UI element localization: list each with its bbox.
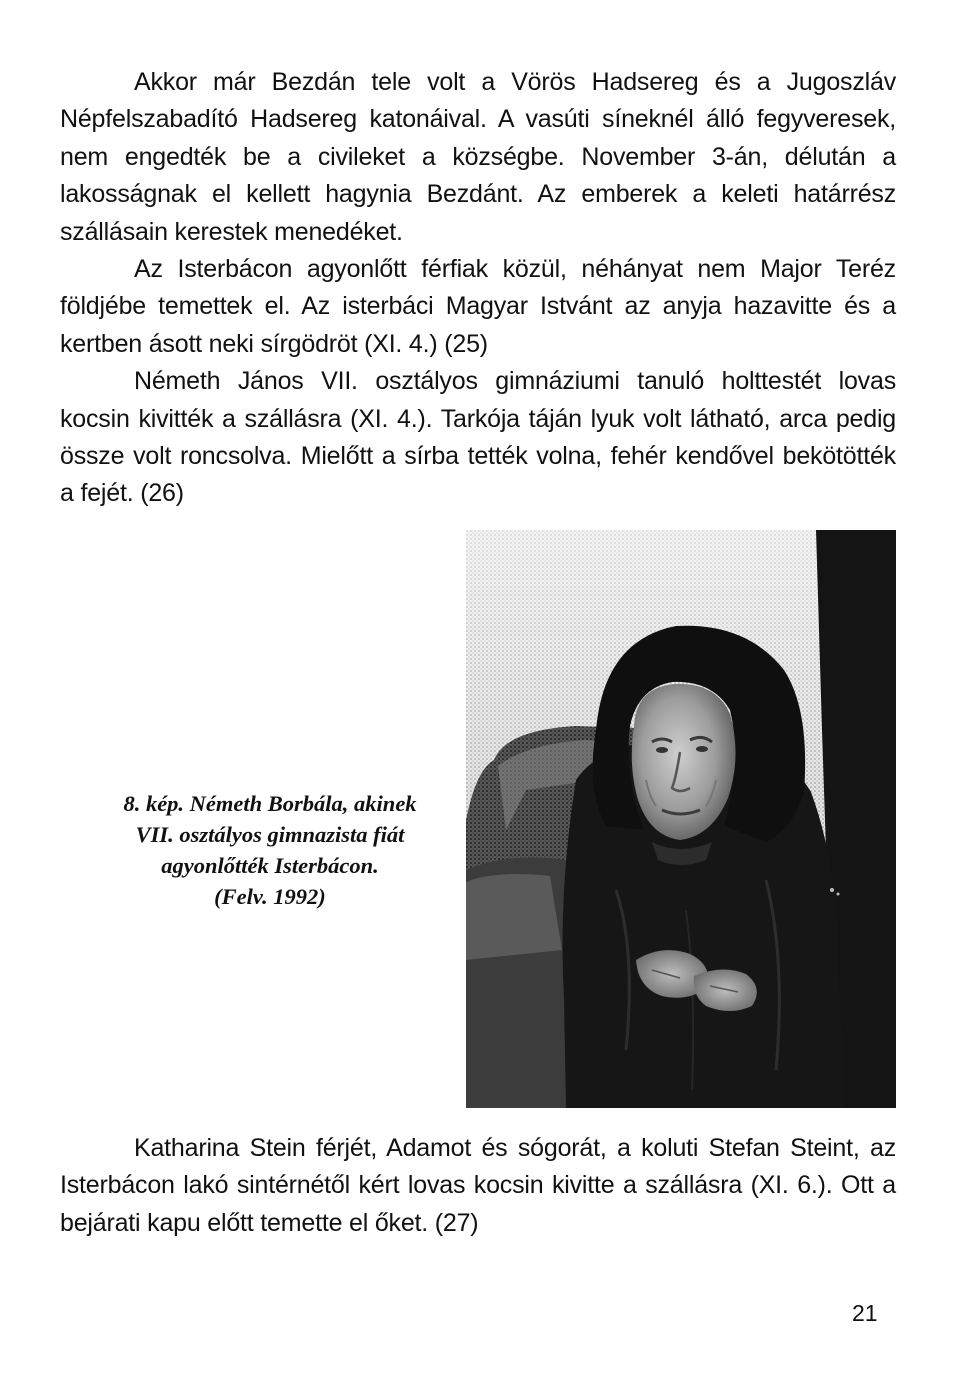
body-text-top [60, 64, 896, 513]
page-number: 21 [852, 1300, 878, 1326]
body-text-bottom [60, 1130, 896, 1242]
caption-line-2: VII. osztályos gimnazista fiát [135, 822, 405, 847]
portrait-photo [466, 530, 896, 1108]
caption-line-1: 8. kép. Németh Borbála, akinek [123, 791, 417, 816]
photo-caption [80, 788, 460, 912]
caption-line-3: agyonlőtték Isterbácon. [161, 853, 379, 878]
paragraph-2: Az Isterbácon agyonlőtt férfiak közül, néhányat nem Major Teréz földjébe temettek el. Az isterbáci Magyar Istvánt az anyja hazavitte és a kertben ásott neki sírgödröt (XI. 4.) (25) [60, 255, 896, 358]
paragraph-3: Németh János VII. osztályos gimnáziumi tanuló holttestét lovas kocsin kivitték a szállásra (XI. 4.). Tarkója táján lyuk volt látható, arca pedig össze volt roncsolva. Mielőtt a sírba tették volna, fehér kendővel bekötötték a fejét. (26) [60, 367, 896, 508]
paragraph-1: Akkor már Bezdán tele volt a Vörös Hadsereg és a Jugoszláv Népfelszabadító Hadsereg katonáival. A vasúti síneknél álló fegyveresek, nem engedték be a civileket a községbe. November 3-án, délután a lakosságnak el kellett hagynia Bezdánt. Az emberek a keleti határrész szállásain kerestek menedéket. [60, 68, 896, 246]
portrait-photo-image [466, 530, 896, 1108]
caption-line-4: (Felv. 1992) [214, 884, 326, 909]
paragraph-4: Katharina Stein férjét, Adamot és sógorát, a koluti Stefan Steint, az Isterbácon lakó sintérnétől kért lovas kocsin kivitte a szállásra (XI. 6.). Ott a bejárati kapu előtt temette el őket. (27) [60, 1134, 896, 1237]
